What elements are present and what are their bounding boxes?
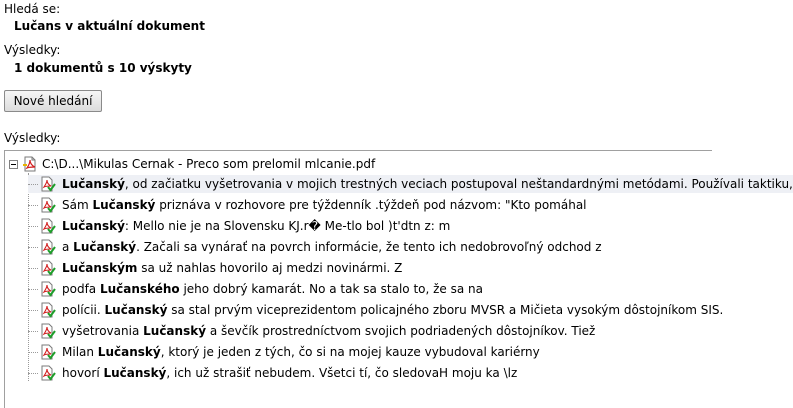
search-query-value: Lučans v aktuální dokument xyxy=(14,19,205,33)
result-context-after: . Začali sa vynárať na povrch informácie, že tento ich nedobrovoľný odchod z xyxy=(136,240,602,254)
pdf-result-check-icon xyxy=(40,323,56,339)
search-result-item[interactable] xyxy=(28,364,517,382)
tree-branch-line xyxy=(28,184,38,185)
pdf-result-check-icon xyxy=(40,365,56,381)
result-context-before: a xyxy=(62,240,74,254)
search-result-text xyxy=(62,219,450,233)
result-context-after: , od začiatku vyšetrovania v mojich trestných veciach postupoval neštandardnými metódami. Používali taktiku, xyxy=(124,177,793,191)
searching-label: Hledá se: xyxy=(4,2,61,16)
search-result-text xyxy=(62,324,595,338)
result-context-after: sa už nahlas hovorilo aj medzi novinármi. Z xyxy=(137,261,403,275)
pdf-result-check-icon xyxy=(40,239,56,255)
tree-branch-line xyxy=(28,310,38,311)
search-result-text xyxy=(62,303,723,317)
result-match-term: Lučanský xyxy=(92,198,156,212)
pdf-document-icon xyxy=(22,156,38,172)
result-context-after: a ševčík prostredníctvom svojich podriadených dôstojníkov. Tiež xyxy=(206,324,596,338)
results-summary-label: Výsledky: xyxy=(4,43,61,57)
result-context-after: sa stal prvým viceprezidentom policajného zboru MVSR a Mičieta vysokým dôstojníkom SIS. xyxy=(167,303,724,317)
tree-root-label: C:\D...\Mikulas Cernak - Preco som prelomil mlcanie.pdf xyxy=(42,157,376,171)
search-result-text xyxy=(62,198,587,212)
search-result-item[interactable] xyxy=(28,217,450,235)
pdf-result-check-icon xyxy=(40,260,56,276)
result-match-term: Lučanský xyxy=(103,366,167,380)
tree-branch-line xyxy=(28,268,38,269)
result-match-term: Lučanský xyxy=(62,219,125,233)
result-context-before: Sám xyxy=(62,198,93,212)
pdf-result-check-icon xyxy=(40,218,56,234)
result-context-before: Milan xyxy=(62,345,98,359)
new-search-button[interactable]: Nové hledání xyxy=(4,90,102,112)
result-match-term: Lučanský xyxy=(143,324,207,338)
search-result-item[interactable] xyxy=(28,343,540,361)
results-tree[interactable] xyxy=(4,150,793,408)
tree-branch-line xyxy=(28,205,38,206)
search-result-text xyxy=(62,366,517,380)
pdf-result-check-icon xyxy=(40,302,56,318)
search-result-item[interactable] xyxy=(28,301,723,319)
search-result-item[interactable] xyxy=(28,280,483,298)
result-context-before: podfa xyxy=(62,282,100,296)
result-context-after: jeho dobrý kamarát. No a tak sa stalo to, že sa na xyxy=(179,282,484,296)
pdf-result-check-icon xyxy=(40,176,56,192)
search-result-item[interactable] xyxy=(28,238,602,256)
tree-branch-line xyxy=(28,331,38,332)
tree-branch-line xyxy=(28,226,38,227)
tree-branch-line xyxy=(28,289,38,290)
search-result-text xyxy=(62,345,540,359)
search-result-text xyxy=(62,261,402,275)
tree-branch-line xyxy=(28,352,38,353)
result-match-term: Lučanský xyxy=(97,345,161,359)
search-result-item[interactable] xyxy=(28,175,793,193)
result-match-term: Lučanský xyxy=(62,177,125,191)
result-context-after: , ich už strašiť nebudem. Všetci tí, čo sledovaH moju ka \lz xyxy=(166,366,518,380)
results-section-label: Výsledky: xyxy=(4,131,61,145)
result-match-term: Lučanským xyxy=(62,261,138,275)
pdf-result-check-icon xyxy=(40,281,56,297)
result-context-after: , ktorý je jeden z tých, čo si na mojej kauze vybudoval kariérny xyxy=(160,345,540,359)
result-context-before: hovorí xyxy=(62,366,104,380)
search-result-text xyxy=(62,282,483,296)
search-result-item[interactable] xyxy=(28,196,587,214)
search-result-text xyxy=(62,240,602,254)
search-result-item[interactable] xyxy=(28,259,402,277)
results-count-value: 1 dokumentů s 10 výskyty xyxy=(14,61,192,75)
result-match-term: Lučanského xyxy=(99,282,180,296)
pdf-result-check-icon xyxy=(40,344,56,360)
result-context-after: priznáva v rozhovore pre týždenník .týždeň pod názvom: "Kto pomáhal xyxy=(155,198,587,212)
result-match-term: Lučanský xyxy=(73,240,137,254)
pdf-result-check-icon xyxy=(40,197,56,213)
tree-branch-line xyxy=(28,247,38,248)
search-result-item[interactable] xyxy=(28,322,595,340)
result-context-before: vyšetrovania xyxy=(62,324,144,338)
result-match-term: Lučanský xyxy=(104,303,168,317)
tree-branch-line xyxy=(28,373,38,374)
result-context-before: polícii. xyxy=(62,303,105,317)
search-result-text xyxy=(62,177,793,191)
collapse-toggle-icon[interactable] xyxy=(9,160,18,169)
tree-root-item[interactable] xyxy=(9,155,375,173)
result-context-after: : Mello nie je na Slovensku KJ.r� Me-tlo bol )t'dtn z: m xyxy=(124,219,451,233)
